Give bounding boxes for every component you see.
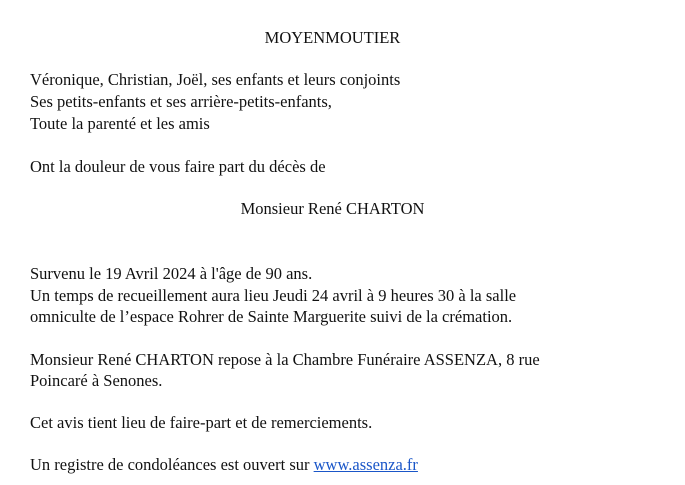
ceremony-line-1: Un temps de recueillement aura lieu Jeudi 24 avril à 9 heures 30 à la salle <box>30 286 517 305</box>
family-line-2: Ses petits-enfants et ses arrière-petits-enfants, <box>30 92 332 111</box>
family-line-1: Véronique, Christian, Joël, ses enfants et leurs conjoints <box>30 70 401 89</box>
announcement-text: Ont la douleur de vous faire part du décès de <box>30 157 326 176</box>
registry-text: Un registre de condoléances est ouvert sur <box>30 455 314 474</box>
registry-line <box>30 454 418 476</box>
thanks-text: Cet avis tient lieu de faire-part et de remerciements. <box>30 413 373 432</box>
ceremony-line-2: omniculte de l’espace Rohrer de Sainte Marguerite suivi de la crémation. <box>30 307 513 326</box>
registry-link[interactable]: www.assenza.fr <box>313 455 418 474</box>
town-heading: MOYENMOUTIER <box>264 28 401 47</box>
death-date-line: Survenu le 19 Avril 2024 à l'âge de 90 ans. <box>30 264 313 283</box>
rest-line-2: Poincaré à Senones. <box>30 371 163 390</box>
rest-line-1: Monsieur René CHARTON repose à la Chambre Funéraire ASSENZA, 8 rue <box>30 350 540 369</box>
family-line-3: Toute la parenté et les amis <box>30 114 210 133</box>
deceased-name: Monsieur René CHARTON <box>240 199 425 218</box>
